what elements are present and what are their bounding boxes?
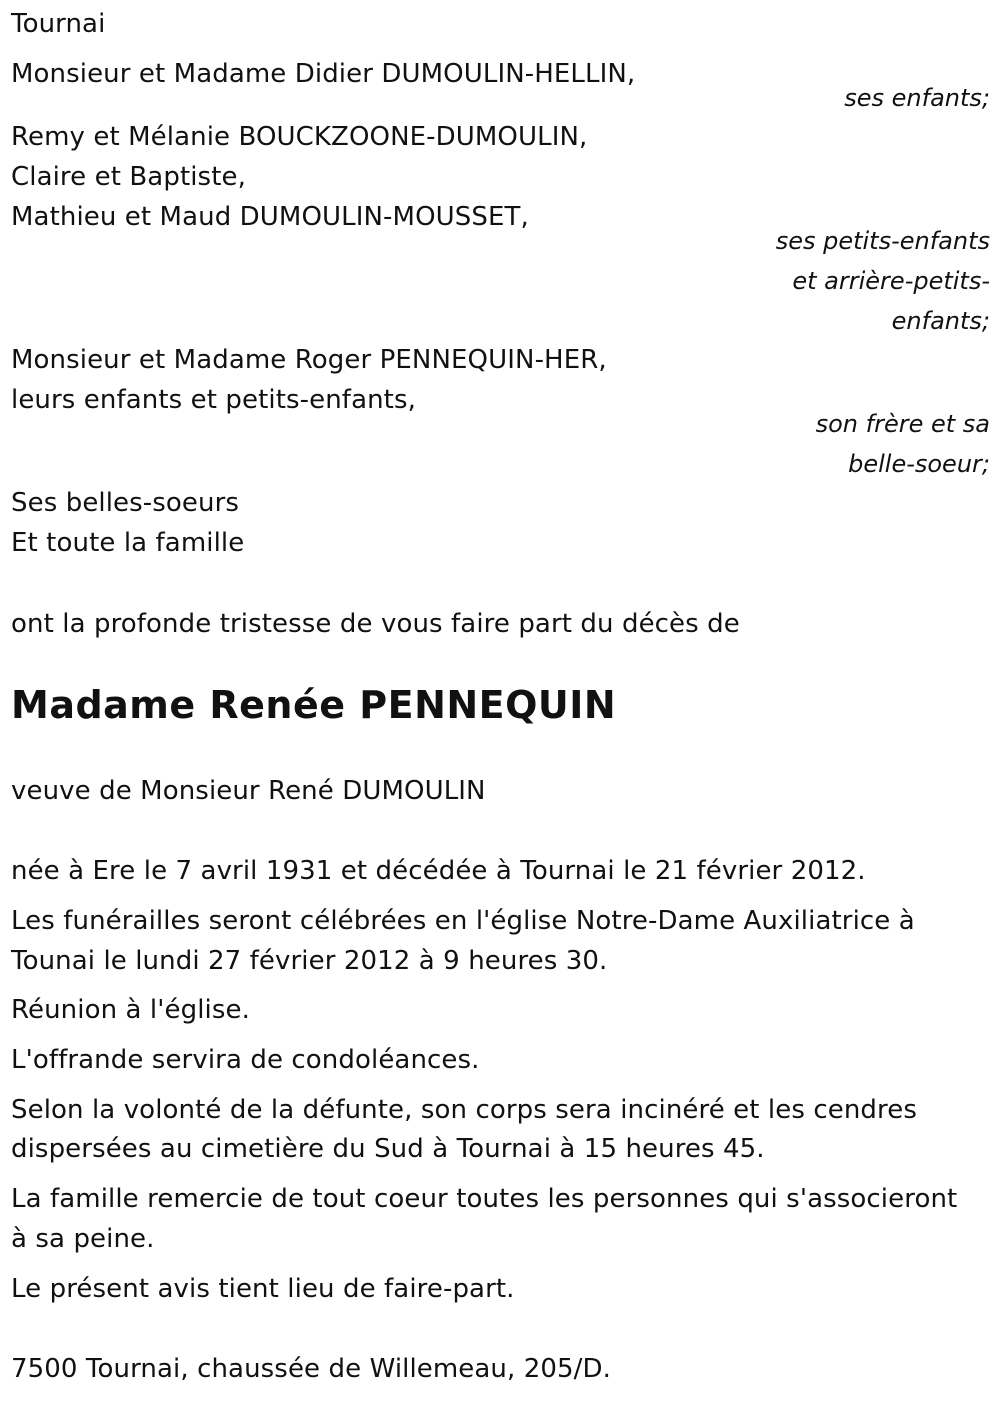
birth-death-line: née à Ere le 7 avril 1931 et décédée à Tournai le 21 février 2012.	[11, 856, 866, 886]
thanks-line-2: à sa peine.	[11, 1224, 155, 1254]
sibling-line-1: Monsieur et Madame Roger PENNEQUIN-HER,	[11, 345, 607, 375]
meeting-line: Réunion à l'église.	[11, 995, 250, 1025]
sibling-role-2: belle-soeur;	[848, 450, 990, 478]
others-line-2: Et toute la famille	[11, 528, 245, 558]
widow-of-line: veuve de Monsieur René DUMOULIN	[11, 776, 486, 806]
address-line: 7500 Tournai, chaussée de Willemeau, 205/D.	[11, 1354, 612, 1384]
thanks-line-1: La famille remercie de tout coeur toutes les personnes qui s'associeront	[11, 1184, 958, 1214]
funeral-line-1: Les funérailles seront célébrées en l'église Notre-Dame Auxiliatrice à	[11, 906, 915, 936]
children-line: Monsieur et Madame Didier DUMOULIN-HELLIN,	[11, 59, 636, 89]
grandchildren-role-2: et arrière-petits-	[792, 267, 990, 295]
notice-line: Le présent avis tient lieu de faire-part.	[11, 1274, 515, 1304]
offering-line: L'offrande servira de condoléances.	[11, 1045, 480, 1075]
grandchildren-role-1: ses petits-enfants	[775, 227, 990, 255]
city-heading: Tournai	[11, 9, 106, 39]
deceased-name: Madame Renée PENNEQUIN	[11, 683, 617, 727]
sibling-line-2: leurs enfants et petits-enfants,	[11, 385, 416, 415]
grandchild-line-2: Claire et Baptiste,	[11, 162, 246, 192]
cremation-line-2: dispersées au cimetière du Sud à Tournai à 15 heures 45.	[11, 1134, 765, 1164]
grandchildren-role-3: enfants;	[891, 307, 990, 335]
funeral-line-2: Tounai le lundi 27 février 2012 à 9 heures 30.	[11, 946, 608, 976]
grandchild-line-3: Mathieu et Maud DUMOULIN-MOUSSET,	[11, 202, 529, 232]
others-line-1: Ses belles-soeurs	[11, 488, 240, 518]
announcement-text: ont la profonde tristesse de vous faire part du décès de	[11, 609, 740, 639]
cremation-line-1: Selon la volonté de la défunte, son corps sera incinéré et les cendres	[11, 1095, 917, 1125]
sibling-role-1: son frère et sa	[815, 410, 990, 438]
grandchild-line-1: Remy et Mélanie BOUCKZOONE-DUMOULIN,	[11, 122, 588, 152]
children-role: ses enfants;	[844, 84, 990, 112]
